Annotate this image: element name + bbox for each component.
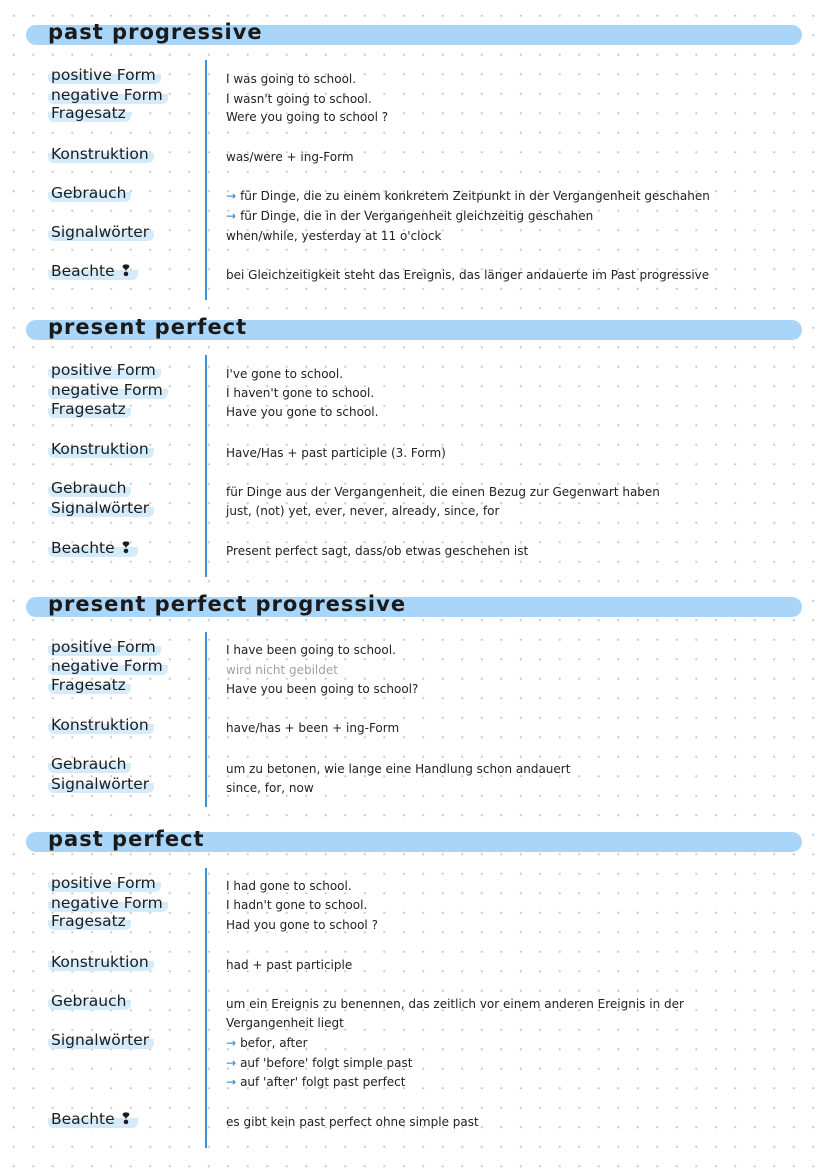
negative-example: I haven't gone to school.: [226, 386, 375, 400]
label-signalwoerter: Signalwörter: [48, 499, 154, 517]
arrow-icon: →: [226, 209, 237, 223]
positive-example: I was going to school.: [226, 72, 357, 86]
label-positive-form: positive Form: [48, 361, 161, 379]
signal-words: when/while, yesterday at 11 o'clock: [226, 229, 442, 243]
negative-example: I wasn't going to school.: [226, 92, 372, 106]
label-gebrauch: Gebrauch: [48, 755, 131, 773]
section-title: past perfect: [48, 827, 205, 851]
construction-text: Have/Has + past participle (3. Form): [226, 446, 446, 460]
usage-text: um zu betonen, wie lange eine Handlung schon andauert: [226, 762, 571, 776]
construction-text: have/has + been + ing-Form: [226, 721, 400, 735]
section-title-banner: [26, 827, 802, 852]
label-konstruktion: Konstruktion: [48, 145, 154, 163]
label-beachte: Beachte ❢: [48, 539, 138, 557]
label-gebrauch: Gebrauch: [48, 184, 131, 202]
positive-example: I've gone to school.: [226, 367, 344, 381]
section-title: present perfect progressive: [48, 592, 407, 616]
question-example: Have you been going to school?: [226, 682, 419, 696]
note-text: bei Gleichzeitigkeit steht das Ereignis, das länger andauerte im Past progressive: [226, 268, 710, 282]
note-text: es gibt kein past perfect ohne simple past: [226, 1115, 479, 1129]
signal-line-2: → auf 'before' folgt simple past: [226, 1056, 413, 1070]
label-beachte: Beachte ❢: [48, 1110, 138, 1128]
label-signalwoerter: Signalwörter: [48, 223, 154, 241]
usage-line-1: → für Dinge, die zu einem konkretem Zeitpunkt in der Vergangenheit geschahen: [226, 189, 710, 203]
label-negative-form: negative Form: [48, 381, 168, 399]
label-negative-form: negative Form: [48, 657, 168, 675]
divider-line: [205, 60, 207, 300]
usage-line-2: Vergangenheit liegt: [226, 1016, 344, 1030]
usage-line-1: um ein Ereignis zu benennen, das zeitlich vor einem anderen Ereignis in der: [226, 997, 684, 1011]
section-title-banner: [26, 315, 802, 340]
label-positive-form: positive Form: [48, 66, 161, 84]
section-title: past progressive: [48, 20, 263, 44]
arrow-icon: →: [226, 1036, 237, 1050]
signal-line-3: → auf 'after' folgt past perfect: [226, 1075, 406, 1089]
divider-line: [205, 868, 207, 1148]
usage-text: für Dinge aus der Vergangenheit, die einen Bezug zur Gegenwart haben: [226, 485, 660, 499]
positive-example: I had gone to school.: [226, 879, 352, 893]
note-text: Present perfect sagt, dass/ob etwas geschehen ist: [226, 544, 529, 558]
construction-text: was/were + ing-Form: [226, 150, 354, 164]
section-title-banner: [26, 592, 802, 617]
signal-words: just, (not) yet, ever, never, already, since, for: [226, 504, 500, 518]
label-fragesatz: Fragesatz: [48, 400, 131, 418]
label-fragesatz: Fragesatz: [48, 912, 131, 930]
label-konstruktion: Konstruktion: [48, 953, 154, 971]
section-title: present perfect: [48, 315, 248, 339]
positive-example: I have been going to school.: [226, 643, 396, 657]
label-beachte: Beachte ❢: [48, 262, 138, 280]
label-fragesatz: Fragesatz: [48, 104, 131, 122]
label-konstruktion: Konstruktion: [48, 716, 154, 734]
label-negative-form: negative Form: [48, 86, 168, 104]
arrow-icon: →: [226, 1056, 237, 1070]
label-gebrauch: Gebrauch: [48, 992, 131, 1010]
negative-example: wird nicht gebildet: [226, 663, 338, 677]
section-title-banner: [26, 20, 802, 45]
negative-example: I hadn't gone to school.: [226, 898, 368, 912]
label-konstruktion: Konstruktion: [48, 440, 154, 458]
label-positive-form: positive Form: [48, 874, 161, 892]
arrow-icon: →: [226, 1075, 237, 1089]
label-signalwoerter: Signalwörter: [48, 1031, 154, 1049]
label-negative-form: negative Form: [48, 894, 168, 912]
label-gebrauch: Gebrauch: [48, 479, 131, 497]
usage-line-2: → für Dinge, die in der Vergangenheit gleichzeitig geschahen: [226, 209, 594, 223]
label-positive-form: positive Form: [48, 638, 161, 656]
question-example: Had you gone to school ?: [226, 918, 378, 932]
divider-line: [205, 632, 207, 807]
arrow-icon: →: [226, 189, 237, 203]
question-example: Have you gone to school.: [226, 405, 379, 419]
signal-line-1: → befor, after: [226, 1036, 308, 1050]
label-fragesatz: Fragesatz: [48, 676, 131, 694]
question-example: Were you going to school ?: [226, 110, 389, 124]
label-signalwoerter: Signalwörter: [48, 775, 154, 793]
divider-line: [205, 355, 207, 577]
signal-words: since, for, now: [226, 781, 314, 795]
construction-text: had + past participle: [226, 958, 353, 972]
